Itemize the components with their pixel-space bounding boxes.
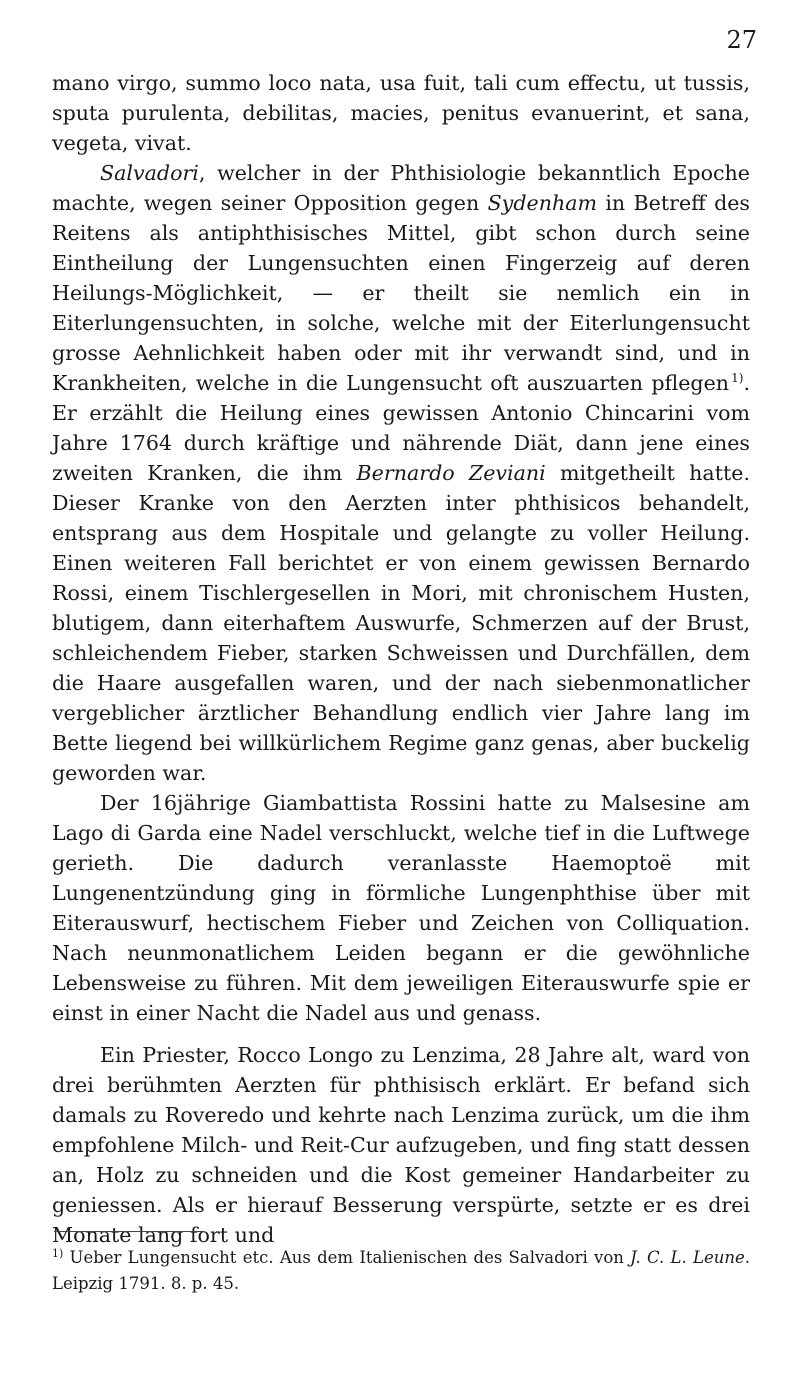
footnote-marker: 1) (52, 1247, 64, 1260)
footnote-divider (54, 1231, 204, 1232)
footnote-reference-paren: ) (738, 371, 744, 385)
paragraph-4: Ein Priester, Rocco Longo zu Lenzima, 28 Jahre alt, ward von drei berühmten Aerzten für phthisisch erklärt. Er befand sich damals zu Roveredo und kehrte nach Lenzima zurück, um die ihm empfohlene Milch- und Reit-Cur aufzugeben, und fing statt dessen an, Holz zu schneiden und die Kost gemeiner Handarbeiter zu geniessen. Als er hierauf Besserung verspürte, setzte er es drei Monate lang fort und (52, 1043, 750, 1247)
paragraph-3: Der 16jährige Giambattista Rossini hatte zu Malsesine am Lago di Garda eine Nadel verschluckt, welche tief in die Luftwege gerieth. Die dadurch veranlasste Haemoptoë mit Lungenentzündung ging in förmliche Lungenphthise über mit Eiterauswurf, hectischem Fieber und Zeichen von Colliquation. Nach neunmonatlichem Leiden begann er die gewöhnliche Lebensweise zu führen. Mit dem jeweiligen Eiterauswurfe spie er einst in einer Nacht die Nadel aus und genass. (52, 791, 750, 1025)
author-name-zeviani: Bernardo Zeviani (356, 461, 546, 485)
page-number: 27 (726, 26, 757, 54)
body-text (52, 68, 750, 1250)
paragraph-2-text-a: , welcher in der Phthisiologie bekanntlich Epoche machte, wegen seiner Opposition gegen (52, 161, 750, 215)
author-name-sydenham: Sydenham (487, 191, 598, 215)
footnote-reference[interactable]: 1 (731, 371, 739, 385)
footnote-author: J. C. L. Leune (630, 1248, 745, 1267)
footnote-tail: . Leipzig 1791. 8. p. 45. (52, 1248, 750, 1293)
author-name-salvadori: Salvadori (100, 161, 199, 185)
footnote (52, 1245, 750, 1297)
paragraph-1: mano virgo, summo loco nata, usa fuit, tali cum effectu, ut tussis, sputa purulenta, debilitas, macies, penitus evanuerint, et sana, vegeta, vivat. (52, 71, 750, 155)
paragraph-2-text-b: in Betreff des Reitens als antiphthisisches Mittel, gibt schon durch seine Eintheilung der Lungensuchten einen Fingerzeig auf deren Heilungs-Möglichkeit, — er theilt sie nemlich ein in Eiterlungensuchten, in solche, welche mit der Eiterlungensucht grosse Aehnlichkeit haben oder mit ihr verwandt sind, und in Krankheiten, welche in die Lungensucht oft auszuarten pflegen (52, 191, 751, 395)
footnote-text: Ueber Lungensucht etc. Aus dem Italienischen des Salvadori von (63, 1248, 631, 1267)
paragraph-2 (52, 158, 750, 788)
paragraph-2-text-d: mitgetheilt hatte. Dieser Kranke von den Aerzten inter phthisicos behandelt, entsprang aus dem Hospitale und gelangte zu voller Heilung. Einen weiteren Fall berichtet er von einem gewissen Bernardo Rossi, einem Tischlergesellen in Mori, mit chronischem Husten, blutigem, dann eiterhaftem Auswurfe, Schmerzen auf der Brust, schleichendem Fieber, starken Schweissen und Durchfällen, dem die Haare ausgefallen waren, und der nach siebenmonatlicher vergeblicher ärztlicher Behandlung endlich vier Jahre lang im Bette liegend bei willkürlichem Regime ganz genas, aber buckelig geworden war. (52, 461, 750, 785)
paragraph-2-text-c: . Er erzählt die Heilung eines gewissen Antonio Chincarini vom Jahre 1764 durch kräftige und nährende Diät, dann jene eines zweiten Kranken, die ihm (52, 371, 750, 485)
